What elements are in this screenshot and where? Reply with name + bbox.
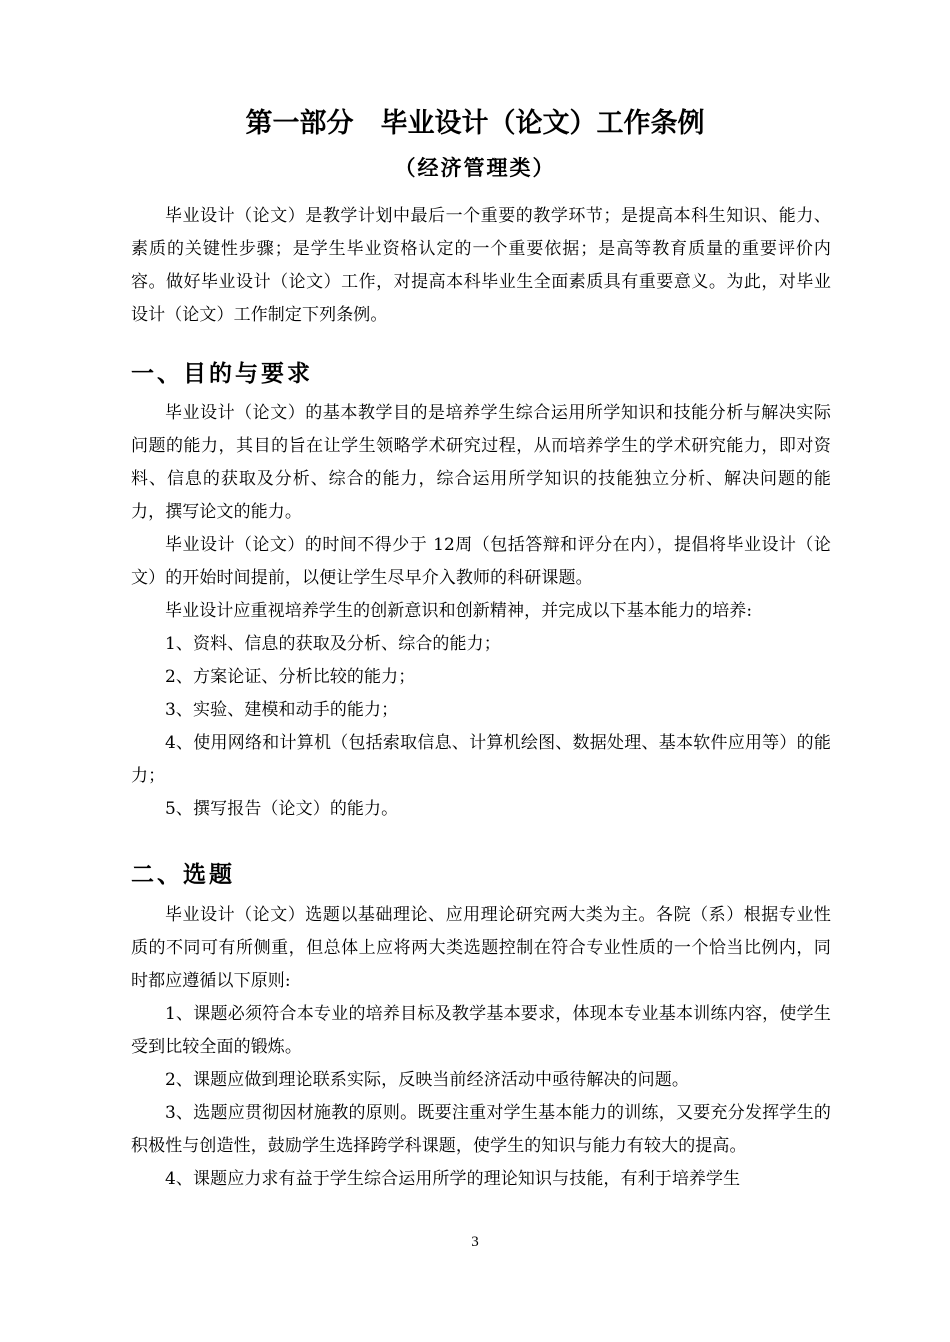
purpose-section [131,397,831,826]
intro-paragraph: 毕业设计（论文）是教学计划中最后一个重要的教学环节；是提高本科生知识、能力、素质的关键性步骤；是学生毕业资格认定的一个重要依据；是高等教育质量的重要评价内容。做好毕业设计（论文）工作，对提高本科毕业生全面素质具有重要意义。为此，对毕业设计（论文）工作制定下列条例。 [131,206,831,325]
page-number: 3 [471,1234,479,1250]
section-heading-topic-selection: 二、选题 [131,862,235,888]
paragraph: 毕业设计（论文）的基本教学目的是培养学生综合运用所学知识和技能分析与解决实际问题的能力，其目的旨在让学生领略学术研究过程，从而培养学生的学术研究能力，即对资料、信息的获取及分析、综合的能力，综合运用所学知识的技能独立分析、解决问题的能力，撰写论文的能力。 [131,403,831,522]
list-item: 4、使用网络和计算机（包括索取信息、计算机绘图、数据处理、基本软件应用等）的能力； [131,733,831,786]
paragraph: 毕业设计（论文）选题以基础理论、应用理论研究两大类为主。各院（系）根据专业性质的不同可有所侧重，但总体上应将两大类选题控制在符合专业性质的一个恰当比例内，同时都应遵循以下原则: [131,905,831,991]
list-item: 5、撰写报告（论文）的能力。 [165,799,399,819]
list-item: 2、方案论证、分析比较的能力； [165,667,416,687]
page-title: 第一部分 毕业设计（论文）工作条例 [245,108,705,139]
list-item: 3、实验、建模和动手的能力； [165,700,399,720]
list-item: 1、课题必须符合本专业的培养目标及教学基本要求，体现本专业基本训练内容，使学生受到比较全面的锻炼。 [131,1004,831,1057]
intro-section [131,200,831,332]
section-heading-purpose: 一、目的与要求 [131,361,313,387]
page-subtitle: （经济管理类） [394,156,556,180]
list-item: 4、课题应力求有益于学生综合运用所学的理论知识与技能，有利于培养学生 [165,1169,741,1189]
paragraph: 毕业设计应重视培养学生的创新意识和创新精神，并完成以下基本能力的培养: [165,601,753,621]
list-item: 2、课题应做到理论联系实际，反映当前经济活动中亟待解决的问题。 [165,1070,689,1090]
paragraph: 毕业设计（论文）的时间不得少于 12周（包括答辩和评分在内），提倡将毕业设计（论文）的开始时间提前，以便让学生尽早介入教师的科研课题。 [131,535,831,588]
list-item: 3、选题应贯彻因材施教的原则。既要注重对学生基本能力的训练，又要充分发挥学生的积极性与创造性，鼓励学生选择跨学科课题，使学生的知识与能力有较大的提高。 [131,1103,831,1156]
topic-selection-section [131,899,831,1196]
list-item: 1、资料、信息的获取及分析、综合的能力； [165,634,501,654]
